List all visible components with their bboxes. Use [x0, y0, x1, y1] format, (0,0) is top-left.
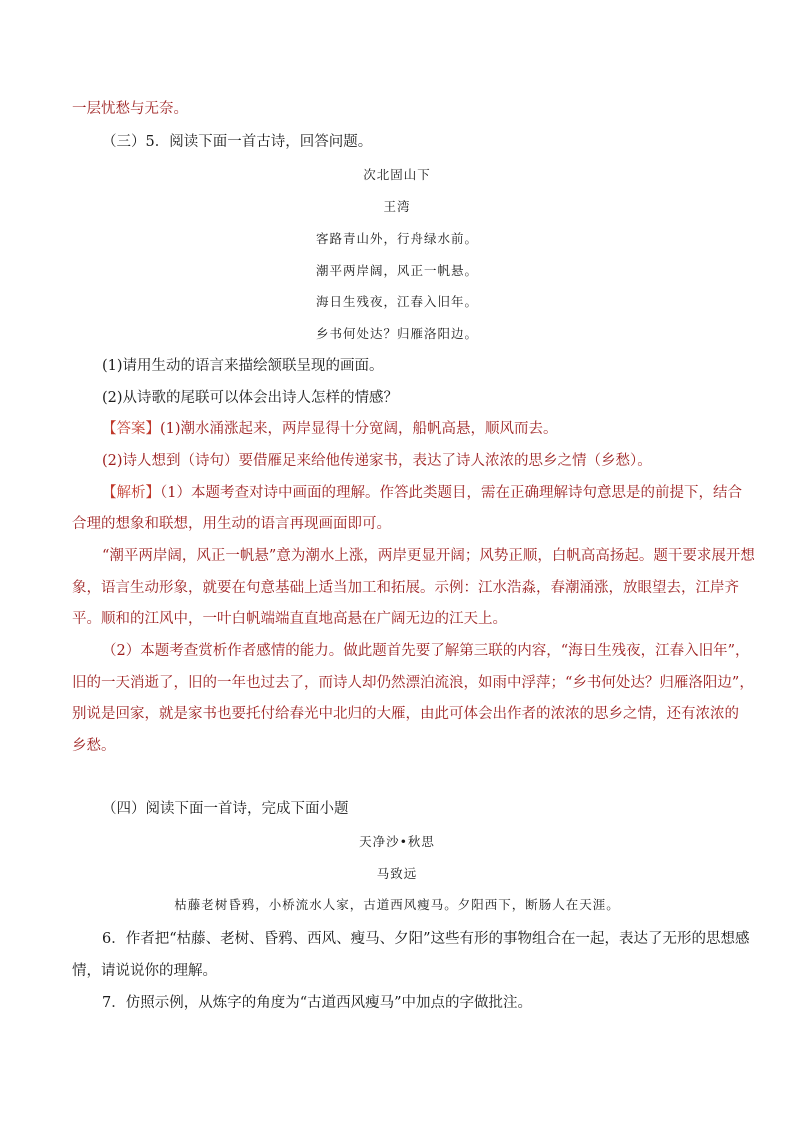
poem-verse: 潮平两岸阔，风正一帆悬。	[315, 263, 478, 278]
poem-author: 马致远	[376, 866, 418, 881]
question-6-line-2: 情，请说说你的理解。	[72, 963, 217, 979]
poem-verse: 海日生残夜，江春入旧年。	[315, 294, 478, 309]
question-1: (1)请用生动的语言来描绘颔联呈现的画面。	[102, 358, 384, 374]
analysis-line: 别说是回家，就是家书也要托付给春光中北归的大雁，由此可体会出作者的浓浓的思乡之情，还有浓浓的	[72, 706, 739, 722]
poem-verse: 客路青山外，行舟绿水前。	[315, 231, 478, 246]
question-6-line-1: 6．作者把“枯藤、老树、昏鸦、西风、瘦马、夕阳”这些有形的事物组合在一起，表达了无形的思想感	[102, 931, 750, 947]
analysis-line: 合理的想象和联想，用生动的语言再现画面即可。	[72, 516, 391, 532]
text-line: 一层忧愁与无奈。	[72, 101, 188, 117]
analysis-line: 象，语言生动形象，就要在句意基础上适当加工和拓展。示例：江水浩淼，春潮涌涨，放眼望去，江岸齐	[72, 580, 739, 596]
poem-title: 天净沙•秋思	[359, 834, 435, 849]
analysis-line-1	[102, 483, 742, 503]
section-heading: （四）阅读下面一首诗，完成下面小题	[102, 801, 349, 817]
analysis-line: 平。顺和的江风中，一叶白帆端端直直地高悬在广阔无边的江天上。	[72, 611, 507, 627]
answer-line-1	[102, 419, 558, 439]
answer-tag: 【答案】	[102, 421, 160, 437]
question-2: (2)从诗歌的尾联可以体会出诗人怎样的情感？	[102, 390, 399, 406]
section-heading: （三）5．阅读下面一首古诗，回答问题。	[102, 134, 373, 150]
poem-verse: 乡书何处达？归雁洛阳边。	[315, 326, 478, 341]
answer-text: (1)潮水涌涨起来，两岸显得十分宽阔，船帆高悬，顺风而去。	[160, 421, 558, 437]
analysis-line: （2）本题考查赏析作者感情的能力。做此题首先要了解第三联的内容，“海日生残夜，江春入旧年”，	[102, 643, 750, 659]
question-7: 7．仿照示例，从炼字的角度为“古道西风瘦马”中加点的字做批注。	[102, 995, 533, 1011]
analysis-line: 乡愁。	[72, 738, 116, 754]
analysis-text: （1）本题考查对诗中画面的理解。作答此类题目，需在正确理解诗句意思是的前提下，结合	[160, 485, 742, 501]
analysis-line: “潮平两岸阔，风正一帆悬”意为潮水上涨，两岸更显开阔；风势正顺，白帆高高扬起。题干要求展开想	[102, 548, 755, 564]
analysis-line: 旧的一天消逝了，旧的一年也过去了，而诗人却仍然漂泊流浪，如雨中浮萍；“乡书何处达？归雁洛阳边”，	[72, 675, 754, 691]
poem-author: 王湾	[383, 199, 411, 214]
analysis-tag: 【解析】	[102, 485, 160, 501]
poem-text: 枯藤老树昏鸦，小桥流水人家，古道西风瘦马。夕阳西下，断肠人在天涯。	[174, 897, 620, 912]
answer-line-2: (2)诗人想到（诗句）要借雁足来给他传递家书，表达了诗人浓浓的思乡之情（乡愁）。	[102, 453, 652, 469]
poem-title: 次北固山下	[363, 167, 431, 182]
